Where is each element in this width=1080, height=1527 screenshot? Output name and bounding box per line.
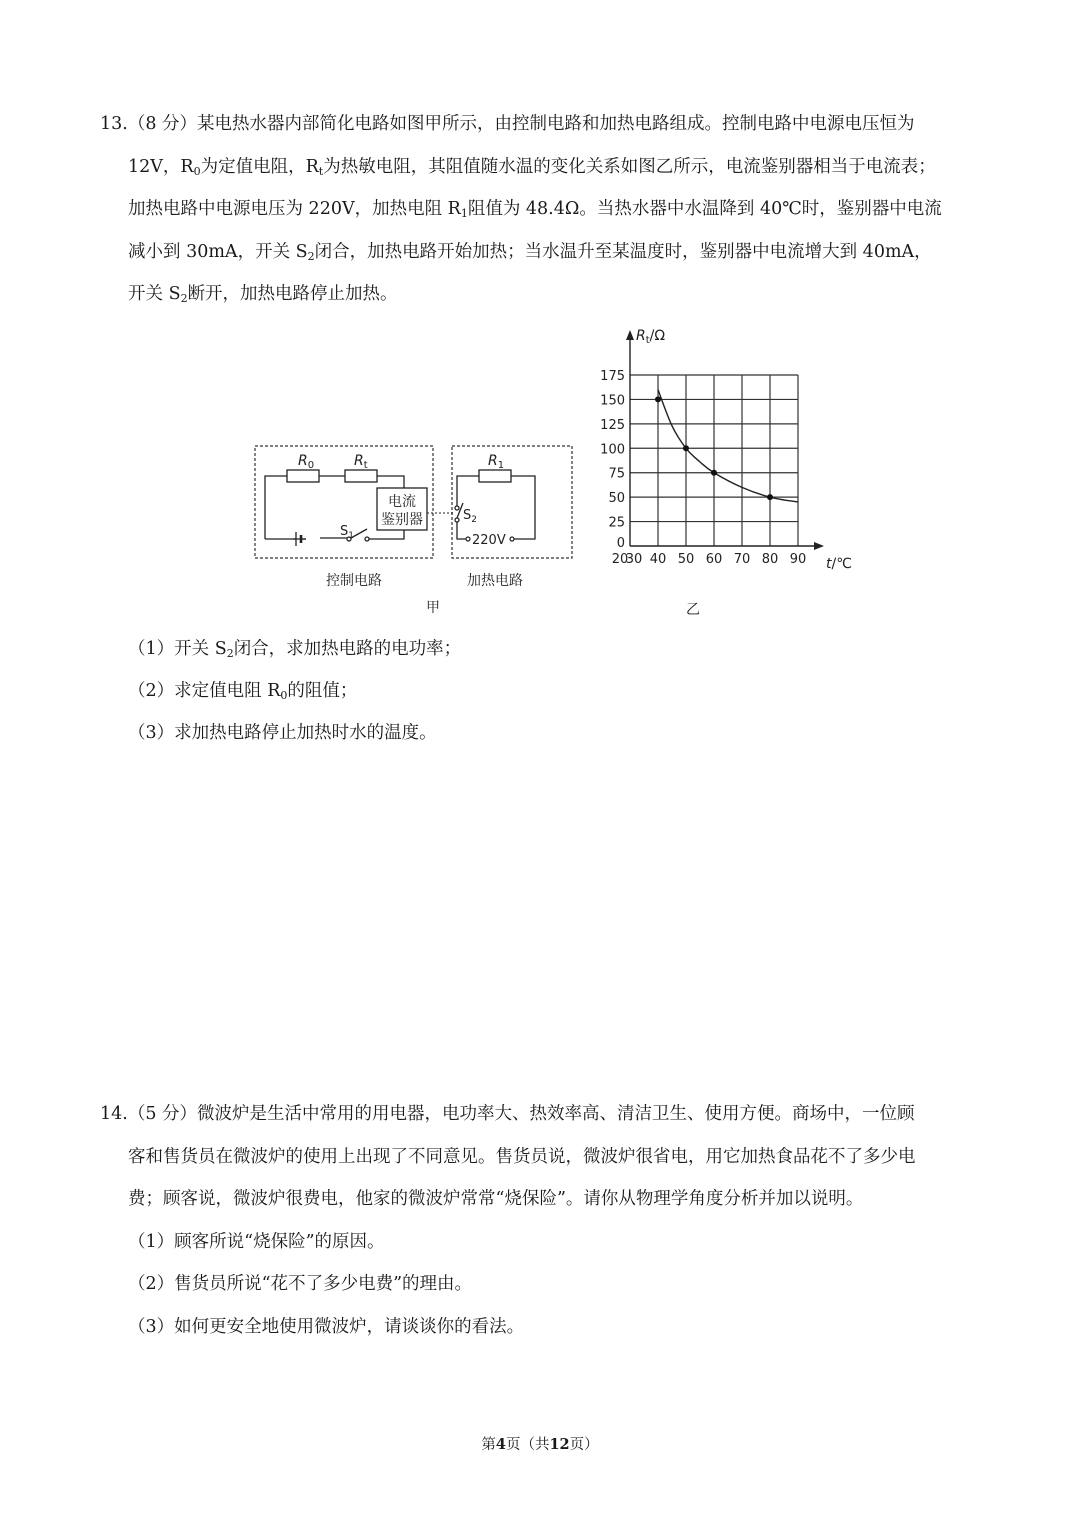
y-tick-label: 75 [608,466,625,482]
q13-sub2-sub: 0 [280,689,288,702]
resistor-R1 [479,470,511,482]
q13-sub2-b: 的阻值； [287,681,358,701]
q14-line-2: 客和售货员在微波炉的使用上出现了不同意见。售货员说，微波炉很省电，用它加热食品花不了多少电 [128,1146,916,1167]
figure-jia-caption: 甲 [426,600,440,616]
y-tick-label: 150 [600,393,625,409]
heating-circuit-caption: 加热电路 [467,573,523,589]
circuit-diagram [250,440,580,570]
q14-score: （5 分） [127,1104,198,1124]
label-S1: $S_1$ [340,524,354,541]
x-tick-label: 20 [611,552,629,567]
data-point [655,396,661,402]
footer-total-pages: 12 [549,1436,570,1453]
q13-line4-sub: 2 [307,249,315,263]
footer-suffix: 页） [569,1437,599,1453]
q14-sub-1: （1）顾客所说“烧保险”的原因。 [128,1232,385,1252]
q13-line2-c: 为热敏电阻，其阻值随水温的变化关系如图乙所示，电流鉴别器相当于电流表； [323,156,936,177]
q13-line5-b: 断开，加热电路停止加热。 [187,284,398,304]
q13-line3-a: 加热电路中电源电压为 220V，加热电阻 R [128,199,461,219]
y-tick-label: 25 [608,515,625,531]
label-220V: 220V [472,533,506,548]
label-R0: $R_0$ [298,453,315,471]
x-axis-arrow-icon [814,542,824,550]
q13-line2-sub1: 0 [193,164,201,178]
q13-line3-sub: 1 [460,207,468,220]
q13-line2-b: 为定值电阻，R [200,156,319,177]
y-tick-label: 125 [600,417,625,433]
q13-line2-sub2: t [318,164,324,178]
q14-line-1 [100,1093,980,1136]
q13-line-5 [100,273,980,316]
q13-line-4 [100,231,980,274]
q14-sub-3: （3）如何更安全地使用微波炉，请谈谈你的看法。 [128,1317,525,1337]
x-tick-label: 60 [705,552,723,567]
figure-yi-caption: 乙 [686,602,700,618]
x-tick-label: 70 [733,552,751,567]
label-detector-line1: 电流 [388,494,416,510]
x-tick-label: 90 [789,552,807,567]
resistor-R0 [287,470,319,482]
y-tick-label: 100 [600,442,625,458]
q13-number: 13. [100,114,128,134]
q14-sub-2: （2）售货员所说“花不了多少电费”的理由。 [128,1274,473,1294]
q13-score: （8 分） [127,114,198,134]
q13-sub1-sub: 2 [226,647,234,660]
label-detector-line2: 鉴别器 [381,512,423,528]
question-14 [100,1093,980,1221]
q13-line3-b: 阻值为 48.4Ω。当热水器中水温降到 40℃时，鉴别器中电流 [467,199,942,219]
q14-line-3: 费；顾客说，微波炉很费电，他家的微波炉常常“烧保险”。请你从物理学角度分析并加以说明。 [128,1189,864,1209]
q13-sub2-a: （2）求定值电阻 R [128,681,281,701]
q13-sub1-a: （1）开关 S [128,639,227,659]
resistor-Rt [345,470,377,482]
chart-x-axis-label: t/℃ [826,556,852,572]
switch-S2-icon [455,503,463,522]
q13-sub1-b: 闭合，求加热电路的电功率； [233,639,462,659]
q14-line1-text: 微波炉是生活中常用的用电器，电功率大、热效率高、清洁卫生、使用方便。商场中，一位顾 [197,1104,915,1124]
x-tick-label: 30 [625,552,643,567]
label-S2: $S_2$ [463,508,477,525]
control-circuit-caption: 控制电路 [326,573,382,589]
x-tick-label: 40 [649,552,667,567]
chart-y-axis-label: $R_t/\Omega$ [636,328,666,346]
q13-sub-3: （3）求加热电路停止加热时水的温度。 [128,723,437,743]
q13-line4-a: 减小到 30mA，开关 S [128,241,308,262]
question-13 [100,103,980,316]
q13-line-2 [100,146,980,189]
q13-line1-text: 某电热水器内部简化电路如图甲所示，由控制电路和加热电路组成。控制电路中电源电压恒为 [197,114,915,134]
q13-line5-a: 开关 S [128,284,181,304]
label-Rt: $R_t$ [354,453,368,471]
q13-line5-sub: 2 [180,292,188,305]
q13-line4-b: 闭合，加热电路开始加热；当水温升至某温度时，鉴别器中电流增大到 40mA， [314,241,932,262]
data-point [683,445,689,451]
footer-page-number: 4 [495,1436,506,1453]
y-axis-arrow-icon [626,330,634,340]
q13-sub-2 [128,670,357,712]
q13-line-3 [100,188,980,231]
rt-curve [658,390,798,502]
q13-line-1 [100,103,980,146]
page-footer [0,1433,1080,1454]
y-tick-label: 0 [616,536,625,551]
data-point [767,494,773,500]
q13-sub-1 [128,628,461,670]
q14-number: 14. [100,1104,128,1124]
y-tick-label: 50 [608,491,625,507]
x-tick-label: 80 [761,552,779,567]
x-tick-label: 50 [677,552,695,567]
data-point [711,470,717,476]
y-tick-label: 175 [600,369,625,384]
label-R1: $R_1$ [488,453,505,471]
footer-prefix: 第 [481,1437,496,1453]
footer-middle: 页（共 [505,1437,550,1453]
q13-line2-a: 12V，R [128,156,194,177]
rt-temperature-chart [590,322,865,572]
